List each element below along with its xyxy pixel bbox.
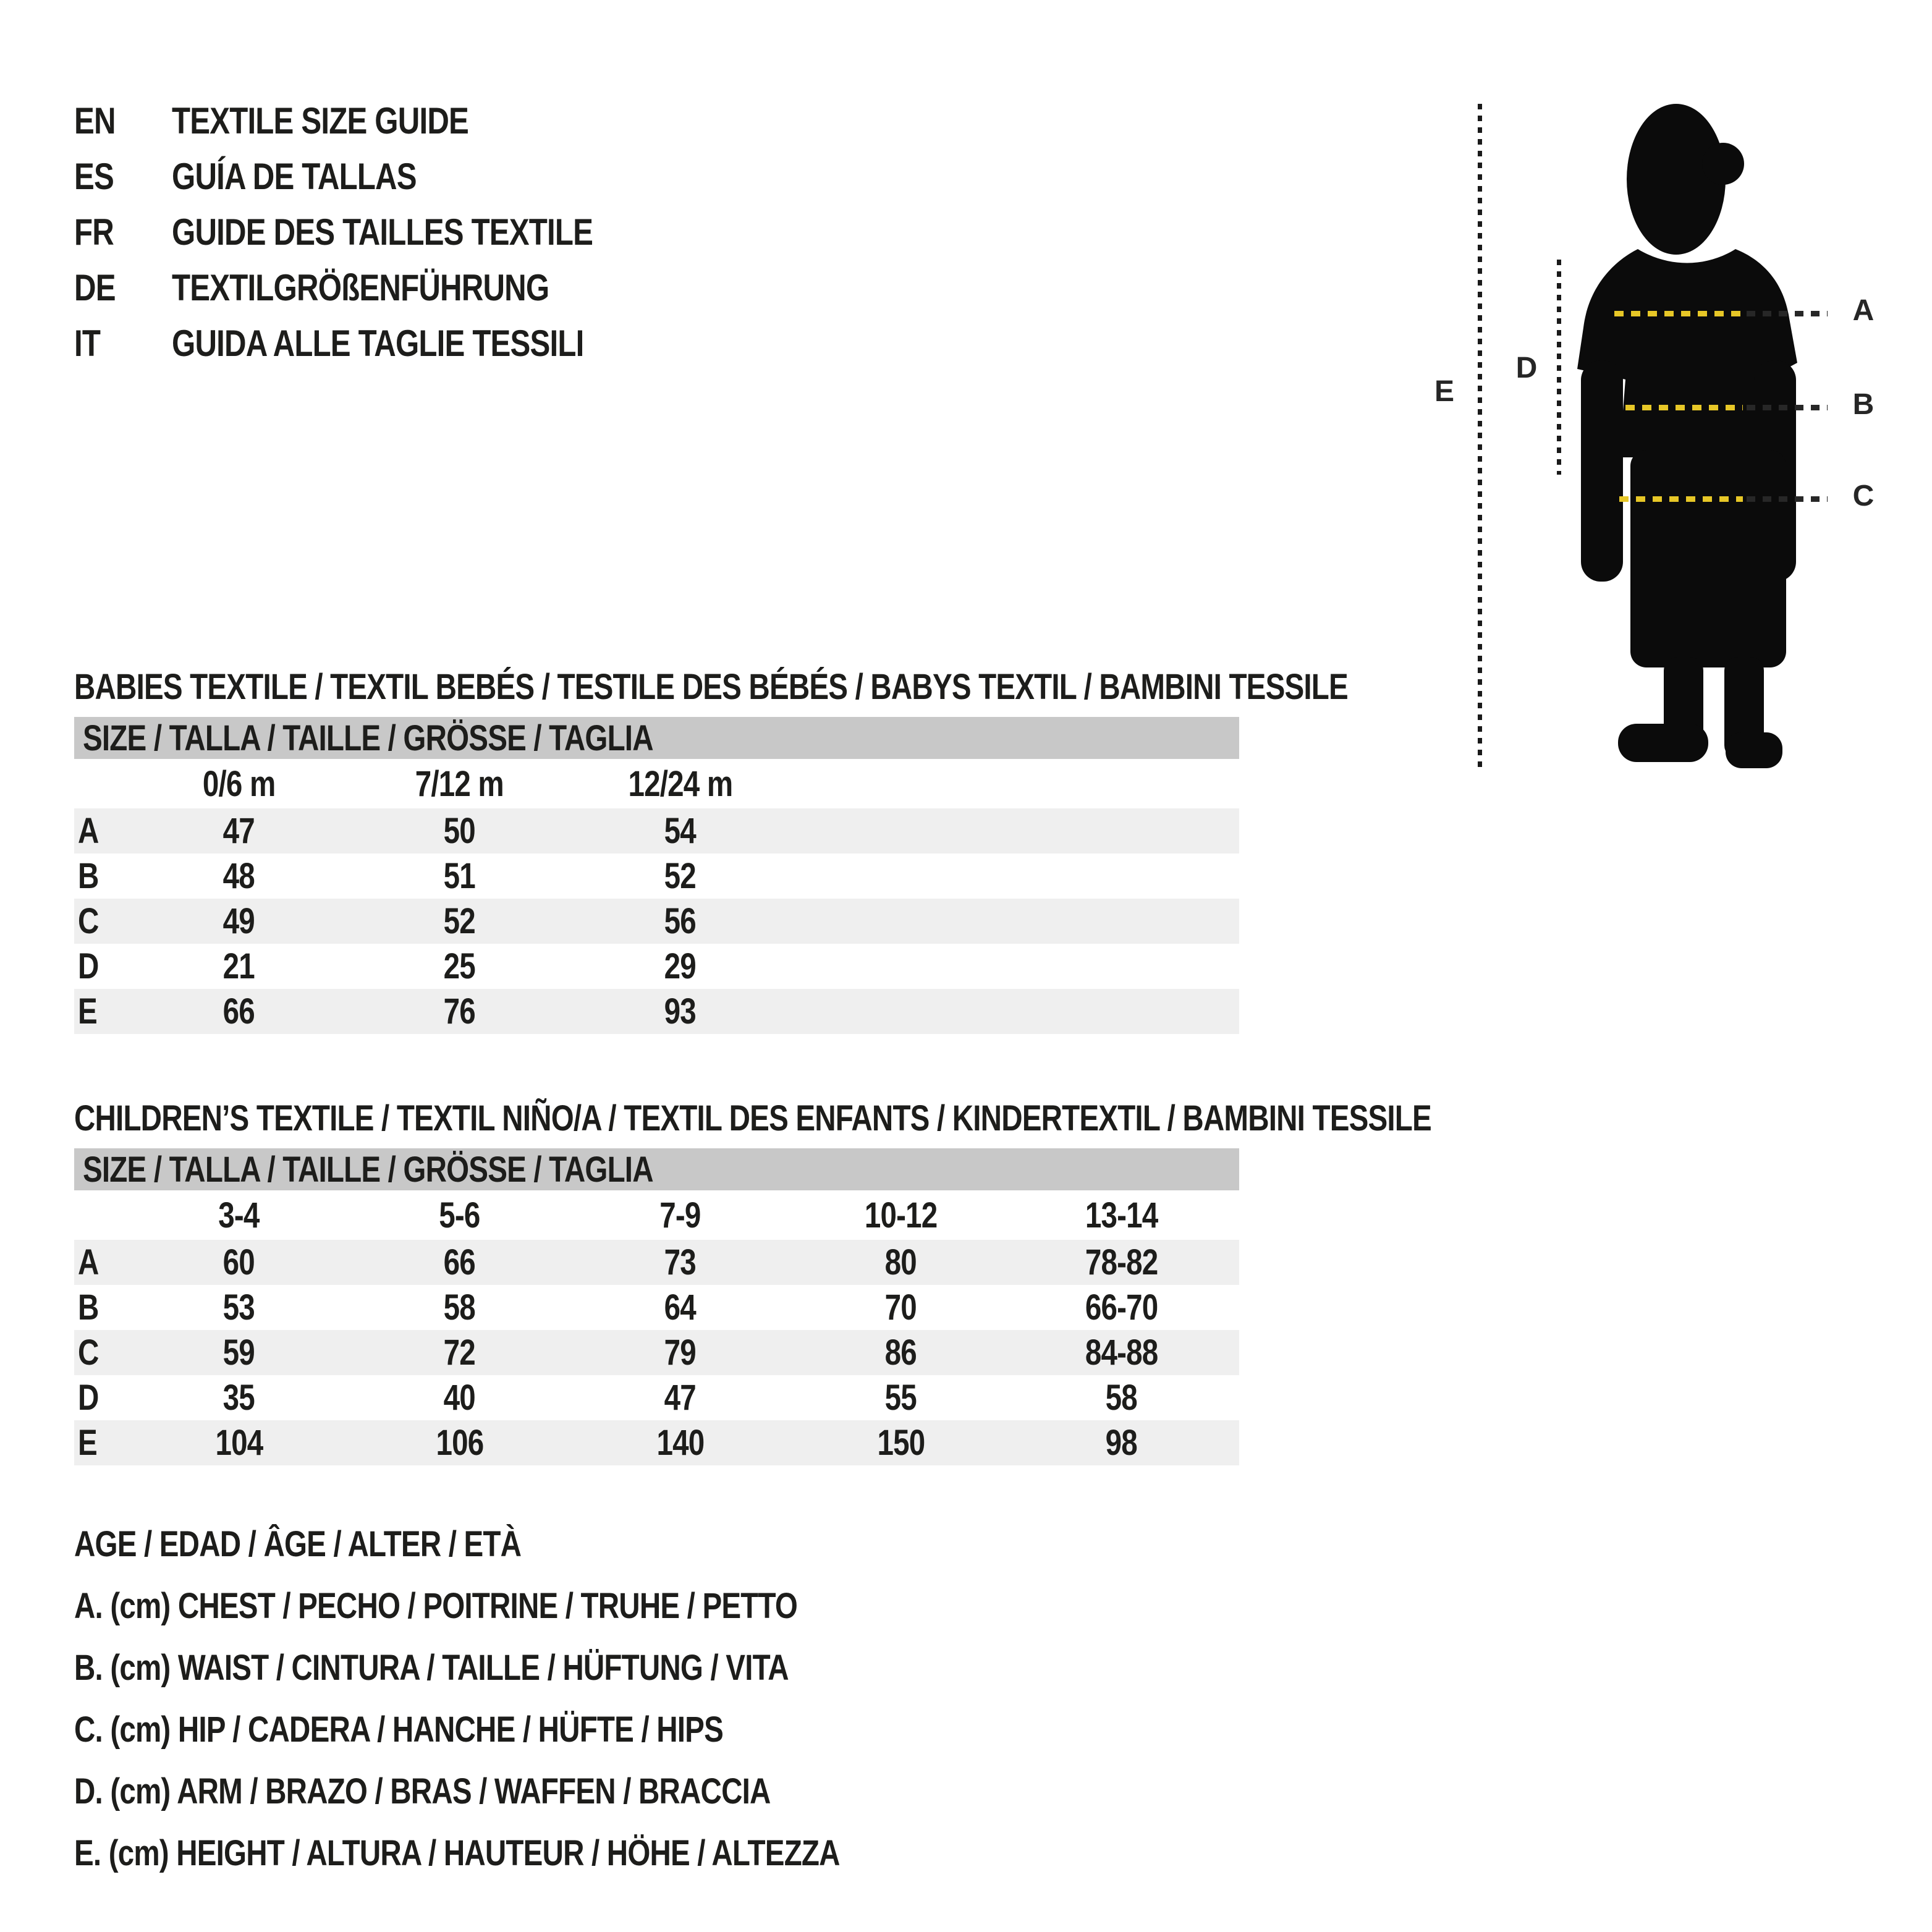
- language-code: ES: [74, 155, 114, 197]
- measurement-legend: [74, 1513, 1008, 1884]
- chest-measure-line-yellow: [1614, 311, 1743, 316]
- guide-title-fr: GUIDE DES TAILLES TEXTILE: [172, 211, 593, 253]
- row-label: E: [78, 1423, 97, 1463]
- cell: 56: [664, 901, 697, 941]
- cell: 58: [443, 1287, 476, 1328]
- table-row: [74, 1240, 1239, 1285]
- legend-line-waist: B. (cm) WAIST / CINTURA / TAILLE / HÜFTUNG / VITA: [74, 1647, 789, 1688]
- children-size-header-bar: SIZE / TALLA / TAILLE / GRÖSSE / TAGLIA: [74, 1148, 1239, 1190]
- cell: 78-82: [1085, 1242, 1158, 1282]
- cell: 47: [222, 811, 255, 851]
- hip-measure-line-dark: [1747, 496, 1828, 502]
- cell: 66-70: [1085, 1287, 1158, 1328]
- arm-measure-label: D: [1515, 352, 1538, 384]
- column-header: 7/12 m: [415, 763, 504, 804]
- row-label: C: [78, 901, 99, 941]
- chest-measure-label: A: [1852, 294, 1875, 327]
- table-row: [74, 1330, 1239, 1375]
- legend-line-arm: D. (cm) ARM / BRAZO / BRAS / WAFFEN / BRACCIA: [74, 1771, 771, 1811]
- row-label: A: [78, 811, 99, 851]
- guide-title-en: TEXTILE SIZE GUIDE: [172, 100, 469, 142]
- cell: 40: [443, 1378, 476, 1418]
- chest-measure-line-dark: [1747, 311, 1828, 316]
- cell: 84-88: [1085, 1332, 1158, 1373]
- language-code: FR: [74, 211, 114, 253]
- cell: 93: [664, 991, 697, 1032]
- table-row: [74, 899, 1239, 944]
- height-measure-label: E: [1434, 375, 1454, 408]
- row-label: A: [78, 1242, 99, 1282]
- cell: 60: [222, 1242, 255, 1282]
- language-code: EN: [74, 100, 116, 142]
- children-column-header-row: [74, 1190, 1239, 1240]
- cell: 106: [436, 1423, 483, 1463]
- waist-measure-label: B: [1852, 388, 1875, 421]
- cell: 86: [884, 1332, 917, 1373]
- cell: 52: [664, 856, 697, 896]
- table-row: [74, 989, 1239, 1034]
- cell: 72: [443, 1332, 476, 1373]
- column-header: 10-12: [864, 1195, 938, 1235]
- cell: 70: [884, 1287, 917, 1328]
- cell: 79: [664, 1332, 697, 1373]
- cell: 140: [656, 1423, 704, 1463]
- legend-line-height: E. (cm) HEIGHT / ALTURA / HAUTEUR / HÖHE / ALTEZZA: [74, 1832, 840, 1873]
- guide-title-de: TEXTILGRÖßENFÜHRUNG: [172, 266, 549, 308]
- legend-line-hip: C. (cm) HIP / CADERA / HANCHE / HÜFTE / HIPS: [74, 1709, 723, 1750]
- cell: 66: [222, 991, 255, 1032]
- row-label: D: [78, 946, 99, 986]
- table-row: [74, 854, 1239, 899]
- cell: 29: [664, 946, 697, 986]
- babies-size-header-bar: SIZE / TALLA / TAILLE / GRÖSSE / TAGLIA: [74, 717, 1239, 759]
- table-row: [74, 808, 1239, 854]
- cell: 80: [884, 1242, 917, 1282]
- hip-measure-label: C: [1852, 480, 1875, 512]
- column-header: 0/6 m: [202, 763, 276, 804]
- table-row: [74, 944, 1239, 989]
- cell: 48: [222, 856, 255, 896]
- cell: 73: [664, 1242, 697, 1282]
- babies-size-table: [74, 717, 1239, 1034]
- cell: 53: [222, 1287, 255, 1328]
- cell: 51: [443, 856, 476, 896]
- cell: 49: [222, 901, 255, 941]
- cell: 50: [443, 811, 476, 851]
- column-header: 12/24 m: [628, 763, 732, 804]
- cell: 52: [443, 901, 476, 941]
- column-header: 13-14: [1085, 1195, 1158, 1235]
- guide-title-it: GUIDA ALLE TAGLIE TESSILI: [172, 322, 584, 364]
- hip-measure-line-yellow: [1619, 496, 1743, 502]
- row-label: C: [78, 1332, 99, 1373]
- cell: 47: [664, 1378, 697, 1418]
- cell: 25: [443, 946, 476, 986]
- column-header: 7-9: [659, 1195, 701, 1235]
- language-title-list: [74, 93, 685, 371]
- cell: 54: [664, 811, 697, 851]
- table-row: [74, 1420, 1239, 1465]
- legend-line-chest: A. (cm) CHEST / PECHO / POITRINE / TRUHE / PETTO: [74, 1585, 798, 1626]
- guide-title-es: GUÍA DE TALLAS: [172, 155, 417, 197]
- cell: 21: [222, 946, 255, 986]
- cell: 59: [222, 1332, 255, 1373]
- column-header: 3-4: [218, 1195, 260, 1235]
- waist-measure-line-yellow: [1625, 405, 1743, 410]
- legend-line-age: AGE / EDAD / ÂGE / ALTER / ETÀ: [74, 1523, 522, 1564]
- table-row: [74, 1375, 1239, 1420]
- arm-measure-dotted-line: [1557, 260, 1561, 475]
- cell: 98: [1105, 1423, 1138, 1463]
- row-label: B: [78, 1287, 99, 1328]
- language-row-es: [74, 148, 685, 204]
- waist-measure-line-dark: [1747, 405, 1828, 410]
- cell: 55: [884, 1378, 917, 1418]
- row-label: D: [78, 1378, 99, 1418]
- language-code: DE: [74, 266, 116, 308]
- language-code: IT: [74, 322, 101, 364]
- cell: 76: [443, 991, 476, 1032]
- table-row: [74, 1285, 1239, 1330]
- language-row-it: [74, 315, 685, 371]
- row-label: B: [78, 856, 99, 896]
- cell: 104: [215, 1423, 263, 1463]
- children-size-table: [74, 1148, 1239, 1465]
- cell: 64: [664, 1287, 697, 1328]
- language-row-en: [74, 93, 685, 148]
- language-row-de: [74, 260, 685, 315]
- row-label: E: [78, 991, 97, 1032]
- cell: 66: [443, 1242, 476, 1282]
- cell: 35: [222, 1378, 255, 1418]
- babies-column-header-row: [74, 759, 1239, 808]
- children-section-title: CHILDREN’S TEXTILE / TEXTIL NIÑO/A / TEXTIL DES ENFANTS / KINDERTEXTIL / BAMBINI TESSILE: [74, 1098, 1431, 1138]
- cell: 58: [1105, 1378, 1138, 1418]
- language-row-fr: [74, 204, 685, 260]
- column-header: 5-6: [439, 1195, 480, 1235]
- babies-section-title: BABIES TEXTILE / TEXTIL BEBÉS / TESTILE DES BÉBÉS / BABYS TEXTIL / BAMBINI TESSILE: [74, 667, 1348, 707]
- cell: 150: [877, 1423, 925, 1463]
